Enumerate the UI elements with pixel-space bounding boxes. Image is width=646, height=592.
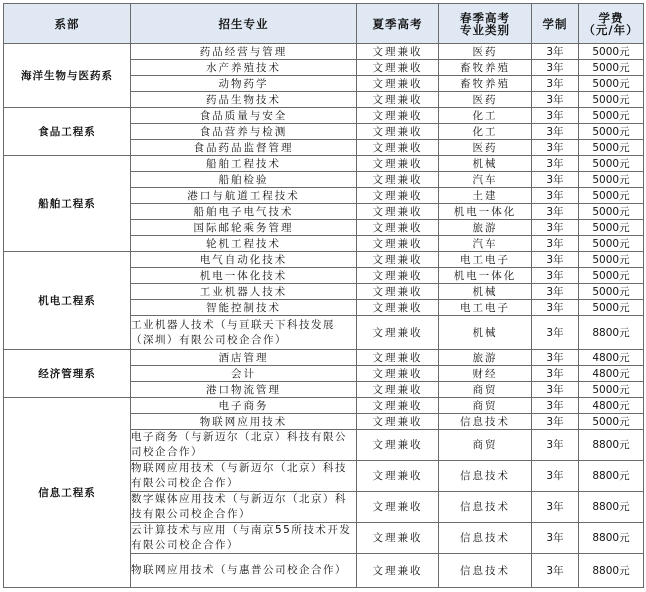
duration-cell: 3年 [532,236,579,252]
summer-exam-cell: 文理兼收 [357,350,439,366]
table-body [4,44,644,588]
spring-category-cell: 信息技术 [439,461,532,492]
fee-cell: 5000元 [579,156,644,172]
duration-cell: 3年 [532,220,579,236]
table-row [4,108,644,124]
summer-exam-cell: 文理兼收 [357,92,439,108]
table-row [4,398,644,414]
summer-exam-cell: 文理兼收 [357,492,439,523]
summer-exam-cell: 文理兼收 [357,76,439,92]
header-fee [579,4,644,44]
fee-cell: 5000元 [579,188,644,204]
major-cell: 国际邮轮乘务管理 [131,220,357,236]
duration-cell: 3年 [532,430,579,461]
duration-cell: 3年 [532,268,579,284]
duration-cell: 3年 [532,76,579,92]
summer-exam-cell: 文理兼收 [357,461,439,492]
duration-cell: 3年 [532,140,579,156]
major-cell: 电子商务 [131,398,357,414]
fee-cell: 5000元 [579,92,644,108]
spring-category-cell: 土建 [439,188,532,204]
table-row [4,44,644,60]
major-cell: 工业机器人技术 [131,284,357,300]
summer-exam-cell: 文理兼收 [357,414,439,430]
duration-cell: 3年 [532,492,579,523]
major-cell: 物联网应用技术（与新迈尔（北京）科技有限公司校企合作） [131,461,357,492]
summer-exam-cell: 文理兼收 [357,140,439,156]
table-row [4,350,644,366]
fee-cell: 5000元 [579,76,644,92]
duration-cell: 3年 [532,188,579,204]
major-cell: 港口与航道工程技术 [131,188,357,204]
summer-exam-cell: 文理兼收 [357,398,439,414]
major-cell: 船舶工程技术 [131,156,357,172]
summer-exam-cell: 文理兼收 [357,300,439,316]
duration-cell: 3年 [532,108,579,124]
duration-cell: 3年 [532,156,579,172]
spring-category-cell: 畜牧养殖 [439,60,532,76]
major-cell: 电子商务（与新迈尔（北京）科技有限公司校企合作） [131,430,357,461]
duration-cell: 3年 [532,124,579,140]
summer-exam-cell: 文理兼收 [357,60,439,76]
fee-cell: 8800元 [579,430,644,461]
fee-cell: 5000元 [579,382,644,398]
major-cell: 会计 [131,366,357,382]
summer-exam-cell: 文理兼收 [357,44,439,60]
spring-category-cell: 汽车 [439,172,532,188]
duration-cell: 3年 [532,172,579,188]
duration-cell: 3年 [532,554,579,588]
header-row [4,4,644,44]
header-dept: 系部 [4,4,131,44]
spring-category-cell: 医药 [439,140,532,156]
summer-exam-cell: 文理兼收 [357,220,439,236]
major-cell: 云计算技术与应用（与南京55所技术开发有限公司校企合作） [131,523,357,554]
header-duration: 学制 [532,4,579,44]
spring-category-cell: 机电一体化 [439,268,532,284]
major-cell: 电气自动化技术 [131,252,357,268]
spring-category-cell: 医药 [439,44,532,60]
major-cell: 智能控制技术 [131,300,357,316]
spring-category-cell: 信息技术 [439,492,532,523]
header-fee-line2: （元/年） [583,22,639,37]
duration-cell: 3年 [532,414,579,430]
fee-cell: 5000元 [579,44,644,60]
major-cell: 物联网应用技术（与惠普公司校企合作） [131,554,357,588]
duration-cell: 3年 [532,60,579,76]
header-fee-line1: 学费 [598,10,624,25]
fee-cell: 5000元 [579,414,644,430]
spring-category-cell: 旅游 [439,350,532,366]
duration-cell: 3年 [532,92,579,108]
spring-category-cell: 电工电子 [439,300,532,316]
header-spring-line2: 专业类别 [460,22,510,37]
fee-cell: 8800元 [579,554,644,588]
major-cell: 船舶检验 [131,172,357,188]
enrollment-table [3,3,644,588]
spring-category-cell: 信息技术 [439,554,532,588]
spring-category-cell: 电工电子 [439,252,532,268]
duration-cell: 3年 [532,366,579,382]
major-cell: 食品质量与安全 [131,108,357,124]
duration-cell: 3年 [532,316,579,350]
header-major: 招生专业 [131,4,357,44]
duration-cell: 3年 [532,204,579,220]
spring-category-cell: 商贸 [439,382,532,398]
spring-category-cell: 机械 [439,156,532,172]
fee-cell: 5000元 [579,220,644,236]
duration-cell: 3年 [532,398,579,414]
spring-category-cell: 化工 [439,124,532,140]
major-cell: 食品营养与检测 [131,124,357,140]
spring-category-cell: 汽车 [439,236,532,252]
fee-cell: 4800元 [579,350,644,366]
fee-cell: 5000元 [579,204,644,220]
duration-cell: 3年 [532,252,579,268]
duration-cell: 3年 [532,461,579,492]
summer-exam-cell: 文理兼收 [357,124,439,140]
major-cell: 水产养殖技术 [131,60,357,76]
header-spring-line1: 春季高考 [460,10,510,25]
fee-cell: 8800元 [579,316,644,350]
duration-cell: 3年 [532,350,579,366]
summer-exam-cell: 文理兼收 [357,108,439,124]
spring-category-cell: 机电一体化 [439,204,532,220]
spring-category-cell: 信息技术 [439,414,532,430]
summer-exam-cell: 文理兼收 [357,382,439,398]
fee-cell: 5000元 [579,108,644,124]
summer-exam-cell: 文理兼收 [357,268,439,284]
major-cell: 食品药品监督管理 [131,140,357,156]
table-row [4,252,644,268]
duration-cell: 3年 [532,300,579,316]
fee-cell: 5000元 [579,172,644,188]
major-cell: 药品生物技术 [131,92,357,108]
fee-cell: 8800元 [579,461,644,492]
summer-exam-cell: 文理兼收 [357,366,439,382]
spring-category-cell: 信息技术 [439,523,532,554]
department-name: 经济管理系 [4,350,131,398]
summer-exam-cell: 文理兼收 [357,554,439,588]
summer-exam-cell: 文理兼收 [357,156,439,172]
fee-cell: 5000元 [579,60,644,76]
duration-cell: 3年 [532,382,579,398]
duration-cell: 3年 [532,284,579,300]
header-summer-exam: 夏季高考 [357,4,439,44]
spring-category-cell: 商贸 [439,398,532,414]
department-name: 海洋生物与医药系 [4,44,131,108]
fee-cell: 5000元 [579,268,644,284]
spring-category-cell: 机械 [439,284,532,300]
header-spring-exam [439,4,532,44]
major-cell: 药品经营与管理 [131,44,357,60]
table-row [4,156,644,172]
fee-cell: 5000元 [579,252,644,268]
department-name: 信息工程系 [4,398,131,588]
department-name: 食品工程系 [4,108,131,156]
summer-exam-cell: 文理兼收 [357,204,439,220]
summer-exam-cell: 文理兼收 [357,430,439,461]
fee-cell: 5000元 [579,236,644,252]
department-name: 船舶工程系 [4,156,131,252]
spring-category-cell: 机械 [439,316,532,350]
fee-cell: 5000元 [579,300,644,316]
duration-cell: 3年 [532,523,579,554]
fee-cell: 4800元 [579,398,644,414]
major-cell: 港口物流管理 [131,382,357,398]
fee-cell: 4800元 [579,366,644,382]
summer-exam-cell: 文理兼收 [357,188,439,204]
summer-exam-cell: 文理兼收 [357,252,439,268]
major-cell: 工业机器人技术（与亘联天下科技发展（深圳）有限公司校企合作） [131,316,357,350]
department-name: 机电工程系 [4,252,131,350]
summer-exam-cell: 文理兼收 [357,172,439,188]
summer-exam-cell: 文理兼收 [357,316,439,350]
fee-cell: 5000元 [579,284,644,300]
major-cell: 数字媒体应用技术（与新迈尔（北京）科技有限公司校企合作） [131,492,357,523]
spring-category-cell: 旅游 [439,220,532,236]
major-cell: 机电一体化技术 [131,268,357,284]
fee-cell: 8800元 [579,523,644,554]
spring-category-cell: 商贸 [439,430,532,461]
spring-category-cell: 化工 [439,108,532,124]
fee-cell: 8800元 [579,492,644,523]
duration-cell: 3年 [532,44,579,60]
major-cell: 船舶电子电气技术 [131,204,357,220]
summer-exam-cell: 文理兼收 [357,523,439,554]
major-cell: 轮机工程技术 [131,236,357,252]
major-cell: 酒店管理 [131,350,357,366]
spring-category-cell: 畜牧养殖 [439,76,532,92]
spring-category-cell: 医药 [439,92,532,108]
fee-cell: 5000元 [579,124,644,140]
spring-category-cell: 财经 [439,366,532,382]
fee-cell: 5000元 [579,140,644,156]
major-cell: 动物药学 [131,76,357,92]
summer-exam-cell: 文理兼收 [357,284,439,300]
major-cell: 物联网应用技术 [131,414,357,430]
summer-exam-cell: 文理兼收 [357,236,439,252]
